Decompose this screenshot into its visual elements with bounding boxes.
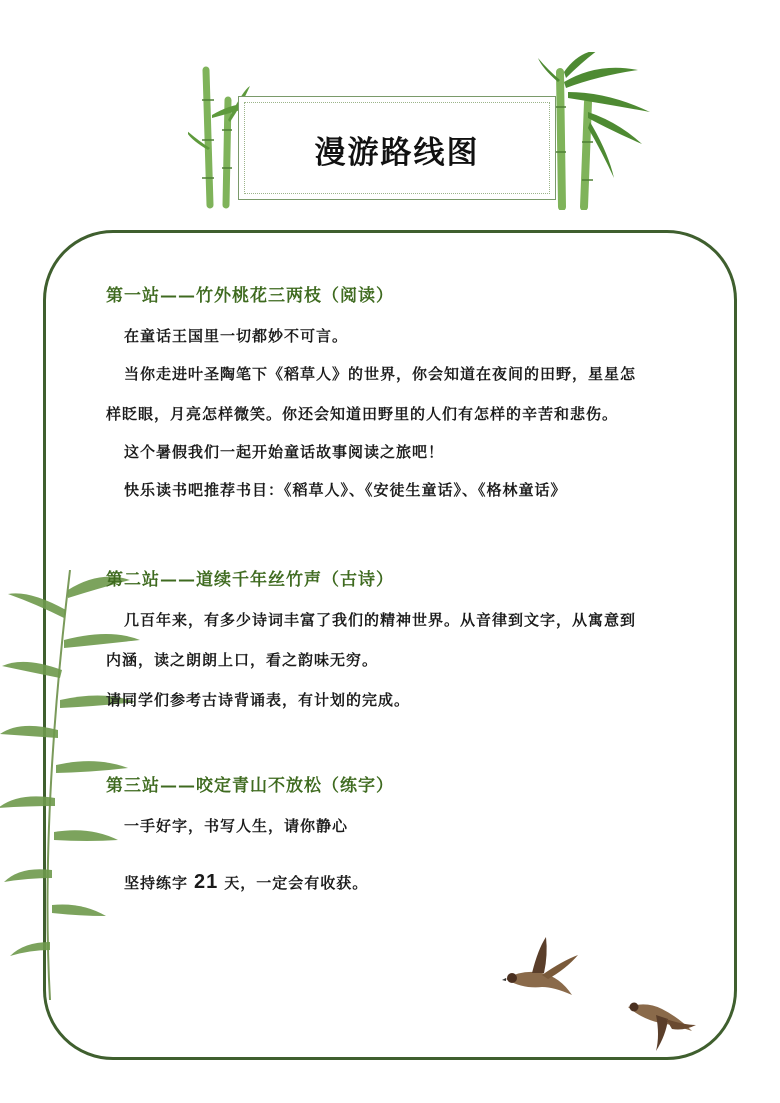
section-heading: 第二站——道续千年丝竹声（古诗）	[106, 570, 394, 590]
paragraph: 这个暑假我们一起开始童话故事阅读之旅吧！	[124, 443, 445, 461]
sparrow-icon	[626, 995, 698, 1053]
paragraph: 在童话王国里一切都妙不可言。	[124, 327, 349, 345]
section-reading	[106, 282, 726, 508]
page-title: 漫游路线图	[314, 135, 480, 171]
paragraph: 快乐读书吧推荐书目：《稻草人》、《安徒生童话》、《格林童话》	[124, 481, 567, 499]
paragraph: 当你走进叶圣陶笔下《稻草人》的世界，你会知道在夜间的田野，星星怎	[124, 365, 637, 383]
paragraph: 一手好字，书写人生，请你静心	[124, 817, 349, 835]
paragraph: 样眨眼，月亮怎样微笑。你还会知道田野里的人们有怎样的辛苦和悲伤。	[106, 405, 619, 423]
goal-text-after: 天，一定会有收获。	[224, 874, 369, 892]
section-heading: 第三站——咬定青山不放松（练字）	[106, 776, 394, 796]
sparrow-icon	[502, 935, 582, 1001]
section-heading: 第一站——竹外桃花三两枝（阅读）	[106, 286, 394, 306]
title-banner	[238, 96, 556, 200]
goal-days-number: 21	[194, 871, 219, 893]
paragraph: 请同学们参考古诗背诵表，有计划的完成。	[106, 691, 411, 709]
section-poetry	[106, 566, 726, 718]
paragraph: 几百年来，有多少诗词丰富了我们的精神世界。从音律到文字，从寓意到	[124, 611, 637, 629]
practice-goal-line	[106, 864, 726, 901]
goal-text-before: 坚持练字	[124, 874, 189, 892]
section-calligraphy	[106, 772, 726, 901]
paragraph: 内涵，读之朗朗上口，看之韵味无穷。	[106, 651, 379, 669]
